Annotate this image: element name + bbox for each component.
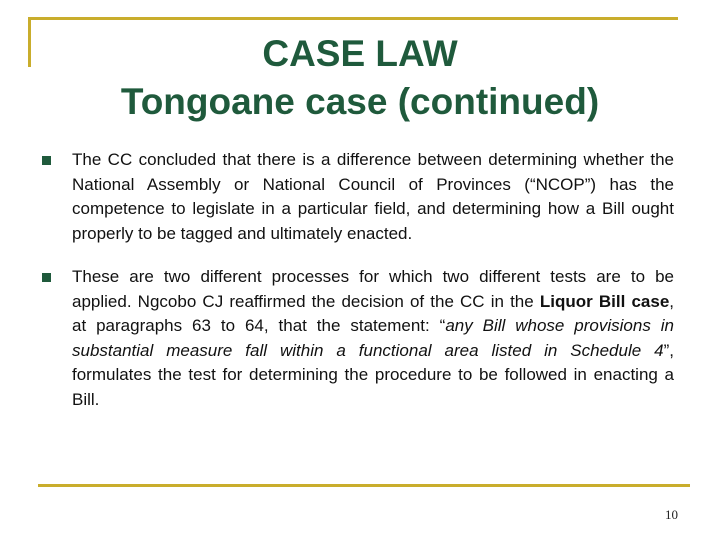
bullet-item-1 (38, 148, 674, 246)
frame-top-line (28, 17, 678, 20)
frame-bottom-line (38, 484, 690, 487)
bullet-2-quoted-test: any Bill whose provisions in substantial measure fall within a functional area listed in Schedule 4 (72, 316, 674, 360)
bullet-2-text-part1: These are two different processes for which two different tests are to be applied. Ngcobo CJ reaffirmed the decision of the CC in the (72, 267, 674, 311)
square-bullet-icon (42, 156, 51, 165)
bullet-2-case-name: Liquor Bill case (539, 291, 670, 311)
bullet-list (38, 148, 674, 412)
bullet-item-2 (38, 265, 674, 412)
square-bullet-icon (42, 273, 51, 282)
bullet-2-text-part3: ”, formulates the test for determining the procedure to be followed in enacting a Bill. (72, 340, 674, 409)
bullet-2-text-part2: , at paragraphs 63 to 64, that the statement: “ (72, 291, 675, 335)
page-number: 10 (665, 507, 678, 522)
slide-title-line2: Tongoane case (continued) (120, 81, 600, 122)
slide-title-line1: CASE LAW (262, 33, 458, 74)
bullet-1-text: The CC concluded that there is a difference between determining whether the National Assembly or National Council of Provinces (“NCOP”) has the competence to legislate in a particular field, and determining how a Bill ought properly to be tagged and ultimately enacted. (72, 150, 674, 243)
slide-title (30, 30, 690, 126)
